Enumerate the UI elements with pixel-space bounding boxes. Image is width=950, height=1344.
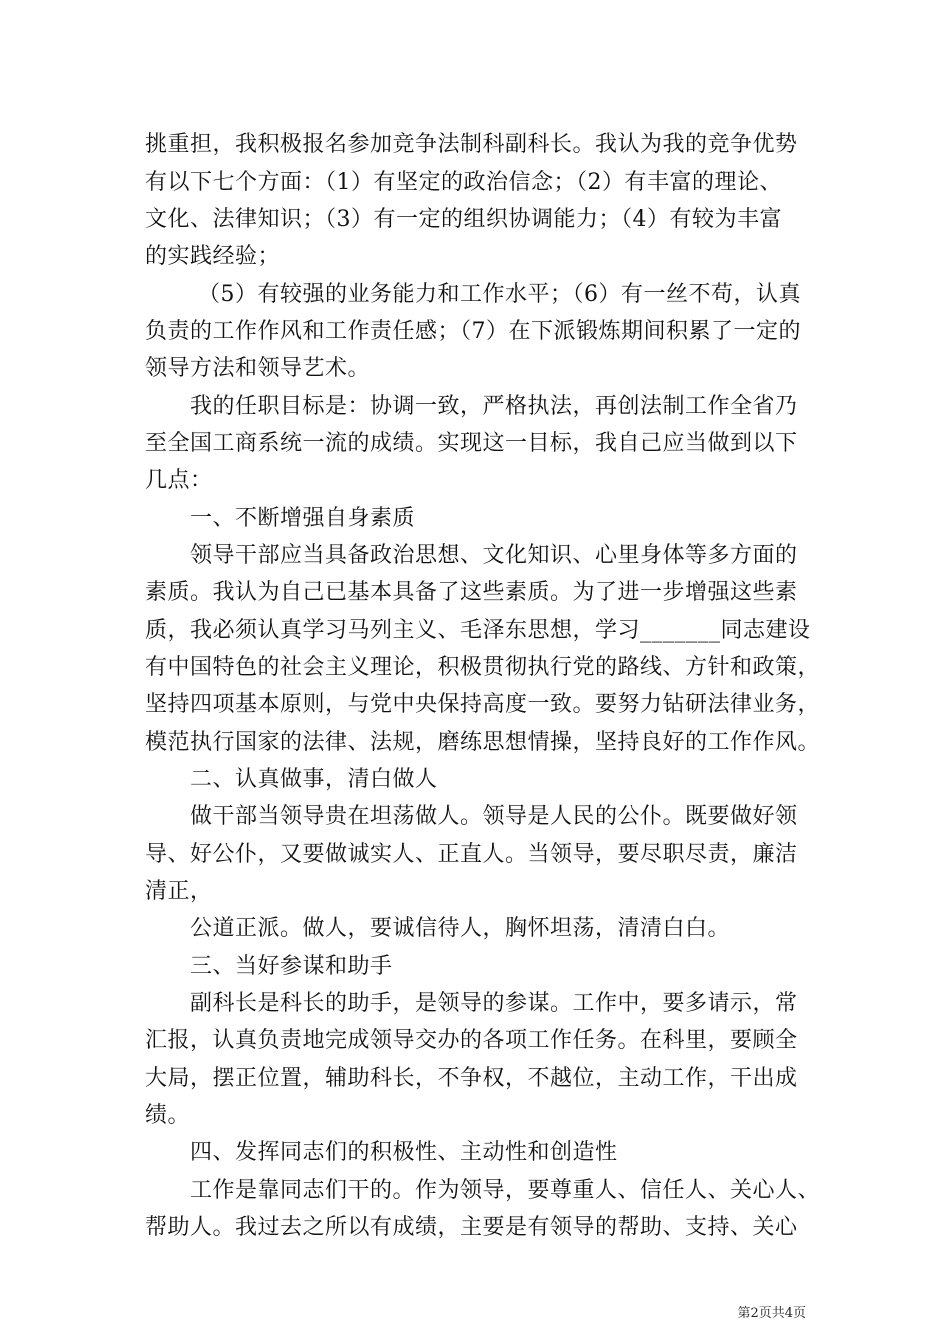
text-line: 清正， xyxy=(145,879,213,904)
text-line: 有以下七个方面：（1）有坚定的政治信念；（2）有丰富的理论、 xyxy=(145,170,782,195)
text-line: 坚持四项基本原则，与党中央保持高度一致。要努力钻研法律业务， xyxy=(145,692,821,717)
section-heading: 一、不断增强自身素质 xyxy=(190,506,416,531)
text-line: 模范执行国家的法律、法规，磨练思想情操，坚持良好的工作作风。 xyxy=(145,730,821,755)
text-line: 的实践经验； xyxy=(145,244,281,269)
text-line: 有中国特色的社会主义理论，积极贯彻执行党的路线、方针和政策， xyxy=(145,655,821,680)
text-line: 副科长是科长的助手，是领导的参谋。工作中，要多请示，常 xyxy=(190,991,798,1016)
text-line: 我的任职目标是：协调一致，严格执法，再创法制工作全省乃 xyxy=(190,394,798,419)
text-line: 汇报，认真负责地完成领导交办的各项工作任务。在科里，要顾全 xyxy=(145,1028,798,1053)
text-line: 领导方法和领导艺术。 xyxy=(145,356,371,381)
text-line: 导、好公仆，又要做诚实人、正直人。当领导，要尽职尽责，廉洁 xyxy=(145,842,798,867)
page-indicator: 第2页共4页 xyxy=(737,1306,806,1321)
text-line: 至全国工商系统一流的成绩。实现这一目标，我自己应当做到以下 xyxy=(145,431,798,456)
text-line: 文化、法律知识；（3）有一定的组织协调能力；（4）有较为丰富 xyxy=(145,207,782,232)
text-line: （5）有较强的业务能力和工作水平；（6）有一丝不苟，认真 xyxy=(198,282,801,307)
text-line: 做干部当领导贵在坦荡做人。领导是人民的公仆。既要做好领 xyxy=(190,804,798,829)
text-line: 几点： xyxy=(145,468,213,493)
text-line: 素质。我认为自己已基本具备了这些素质。为了进一步增强这些素 xyxy=(145,580,798,605)
text-line: 质，我必须认真学习马列主义、毛泽东思想，学习_______同志建设 xyxy=(145,618,811,643)
text-line: 公道正派。做人，要诚信待人，胸怀坦荡，清清白白。 xyxy=(190,916,731,941)
text-line: 绩。 xyxy=(145,1103,191,1128)
text-line: 大局，摆正位置，辅助科长，不争权，不越位，主动工作，干出成 xyxy=(145,1066,798,1091)
text-line: 帮助人。我过去之所以有成绩，主要是有领导的帮助、支持、关心 xyxy=(145,1215,798,1240)
section-heading: 四、发挥同志们的积极性、主动性和创造性 xyxy=(190,1140,618,1165)
text-line: 负责的工作作风和工作责任感；（7）在下派锻炼期间积累了一定的 xyxy=(145,319,801,344)
text-line: 领导干部应当具备政治思想、文化知识、心里身体等多方面的 xyxy=(190,543,798,568)
section-heading: 三、当好参谋和助手 xyxy=(190,954,393,979)
text-line: 工作是靠同志们干的。作为领导，要尊重人、信任人、关心人、 xyxy=(190,1178,821,1203)
section-heading: 二、认真做事，清白做人 xyxy=(190,767,438,792)
text-line: 挑重担，我积极报名参加竞争法制科副科长。我认为我的竞争优势 xyxy=(145,132,798,157)
